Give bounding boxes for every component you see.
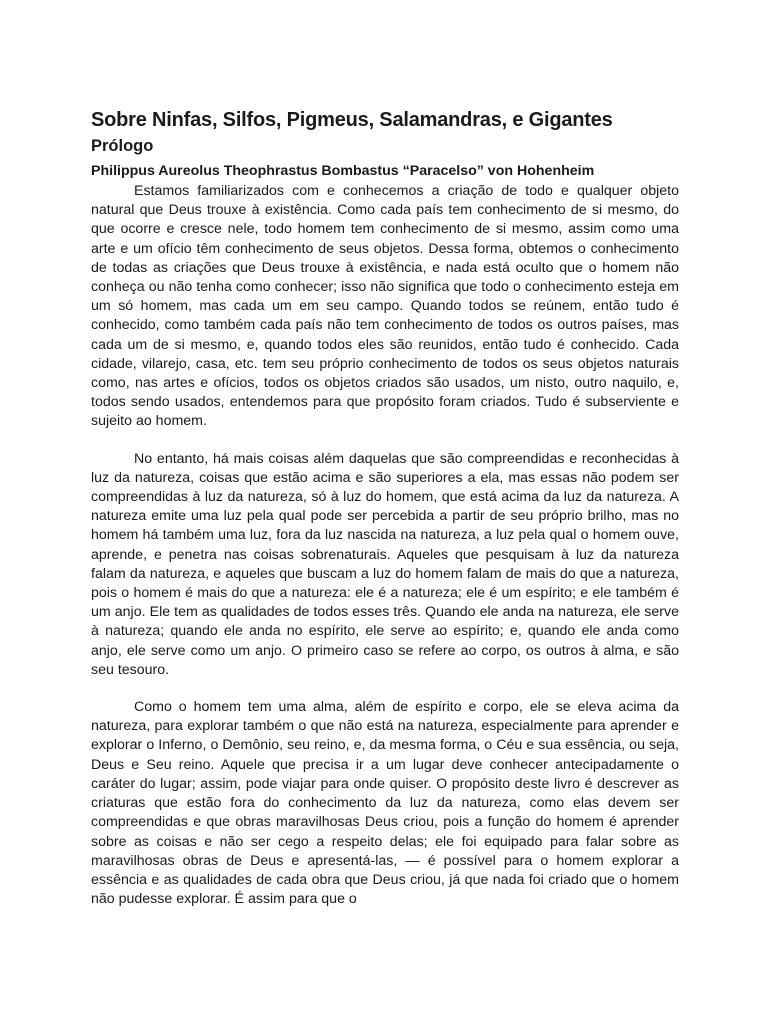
paragraph-3: Como o homem tem uma alma, além de espírito e corpo, ele se eleva acima da natureza, para explorar também o que não está na natureza, especialmente para aprender e explorar o Inferno, o Demônio, seu reino, e, da mesma forma, o Céu e sua essência, ou seja, Deus e Seu reino. Aquele que precisa ir a um lugar deve conhecer antecipadamente o caráter do lugar; assim, pode viajar para onde quiser. O propósito deste livro é descrever as criaturas que estão fora do conhecimento da luz da natureza, como elas devem ser compreendidas e que obras maravilhosas Deus criou, pois a função do homem é aprender sobre as coisas e não ser cego a respeito delas; ele foi equipado para falar sobre as maravilhosas obras de Deus e apresentá-las, — é possível para o homem explorar a essência e as qualidades de cada obra que Deus criou, já que nada foi criado que o homem não pudesse explorar. É assim para que o: [91, 699, 679, 908]
author-line: Philippus Aureolus Theophrastus Bombastus “Paracelso” von Hohenheim: [91, 163, 595, 179]
document-title: Sobre Ninfas, Silfos, Pigmeus, Salamandras, e Gigantes: [91, 109, 613, 131]
document-page: [91, 106, 679, 927]
paragraph-2: No entanto, há mais coisas além daquelas que são compreendidas e reconhecidas à luz da natureza, coisas que estão acima e são superiores a ela, mas essas não podem ser compreendidas à luz da natureza, só à luz do homem, que está acima da luz da natureza. A natureza emite uma luz pela qual pode ser percebida a partir de seu próprio brilho, mas no homem há também uma luz, fora da luz nascida na natureza, a luz pela qual o homem ouve, aprende, e penetra nas coisas sobrenaturais. Aqueles que pesquisam à luz da natureza falam da natureza, e aqueles que buscam a luz do homem falam de mais do que a natureza, pois o homem é mais do que a natureza: ele é a natureza; ele é um espírito; e ele também é um anjo. Ele tem as qualidades de todos esses três. Quando ele anda na natureza, ele serve à natureza; quando ele anda no espírito, ele serve ao espírito; e, quando ele anda como anjo, ele serve como um anjo. O primeiro caso se refere ao corpo, os outros à alma, e são seu tesouro.: [91, 450, 679, 678]
paragraph-1: Estamos familiarizados com e conhecemos a criação de todo e qualquer objeto natural que Deus trouxe à existência. Como cada país tem conhecimento de si mesmo, do que ocorre e cresce nele, todo homem tem conhecimento de si mesmo, assim como uma arte e um ofício têm conhecimento de seus objetos. Dessa forma, obtemos o conhecimento de todas as criações que Deus trouxe à existência, e nada está oculto que o homem não conheça ou não tenha como conhecer; isso não significa que todo o conhecimento esteja em um só homem, mas cada um em seu campo. Quando todos se reúnem, então tudo é conhecido, como também cada país não tem conhecimento de todos os outros países, mas cada um de si mesmo, e, quando todos eles são reunidos, então tudo é conhecido. Cada cidade, vilarejo, casa, etc. tem seu próprio conhecimento de todos os seus objetos naturais como, nas artes e ofícios, todos os objetos criados são usados, um nisto, outro naquilo, e, todos sendo usados, entendemos para que propósito foram criados. Tudo é subserviente e sujeito ao homem.: [91, 183, 679, 430]
section-heading: Prólogo: [91, 137, 154, 155]
